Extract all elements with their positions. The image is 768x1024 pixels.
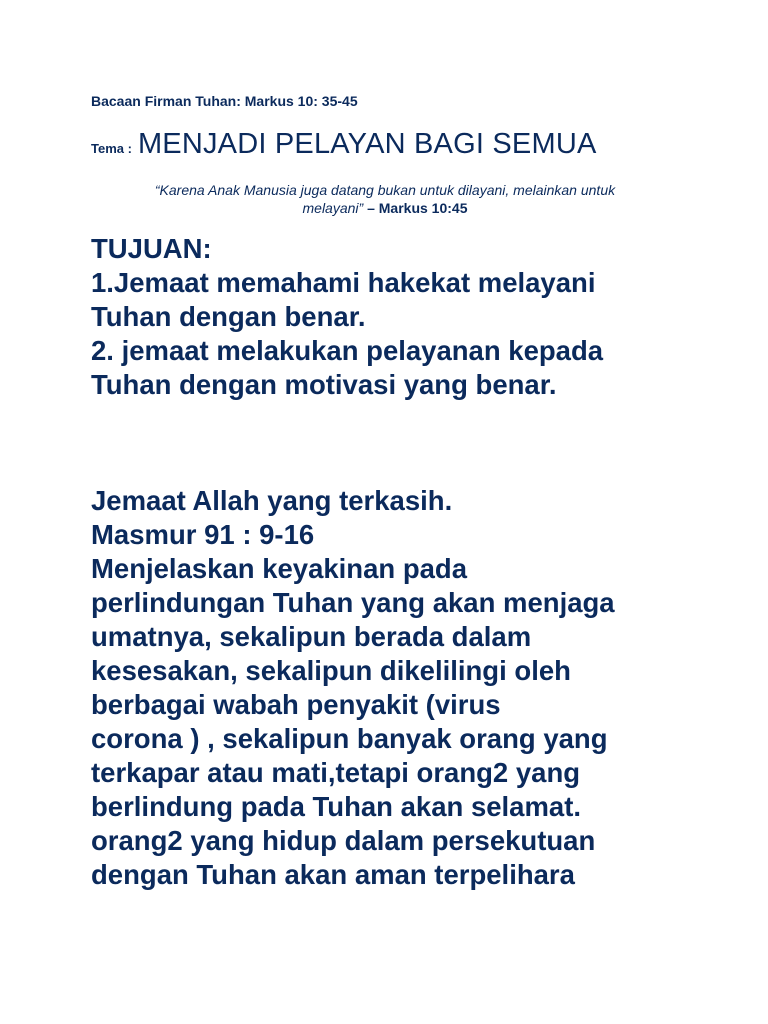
body-line: Menjelaskan keyakinan pada (91, 553, 468, 584)
body-line: orang2 yang hidup dalam persekutuan (91, 825, 596, 856)
sermon-body (91, 484, 615, 892)
theme-title: MENJADI PELAYAN BAGI SEMUA (137, 128, 597, 160)
quote-line: “Karena Anak Manusia juga datang bukan untuk dilayani, melainkan untuk (154, 182, 616, 198)
body-line: terkapar atau mati,tetapi orang2 yang (91, 757, 581, 788)
body-line: perlindungan Tuhan yang akan menjaga (91, 587, 615, 618)
objective-line: Tuhan dengan motivasi yang benar. (91, 369, 557, 400)
objectives-section (91, 232, 603, 402)
body-line: umatnya, sekalipun berada dalam (91, 621, 532, 652)
quote-reference: – Markus 10:45 (363, 200, 468, 216)
objectives-heading: TUJUAN: (91, 233, 212, 264)
theme-line (91, 128, 597, 161)
body-line: corona ) , sekalipun banyak orang yang (91, 723, 608, 754)
objective-line: 2. jemaat melakukan pelayanan kepada (91, 335, 604, 366)
body-line: kesesakan, sekalipun dikelilingi oleh (91, 655, 571, 686)
greeting-line: Jemaat Allah yang terkasih. (91, 485, 453, 516)
key-verse-quote (100, 181, 670, 217)
body-line: berbagai wabah penyakit (virus (91, 689, 501, 720)
scripture-reading: Bacaan Firman Tuhan: Markus 10: 35-45 (91, 93, 358, 109)
objective-line: Tuhan dengan benar. (91, 301, 366, 332)
psalm-reference: Masmur 91 : 9-16 (91, 519, 315, 550)
objective-line: 1.Jemaat memahami hakekat melayani (91, 267, 596, 298)
body-line: dengan Tuhan akan aman terpelihara (91, 859, 575, 890)
theme-prefix: Tema : (91, 141, 132, 156)
quote-line: melayani” (302, 200, 364, 216)
body-line: berlindung pada Tuhan akan selamat. (91, 791, 582, 822)
